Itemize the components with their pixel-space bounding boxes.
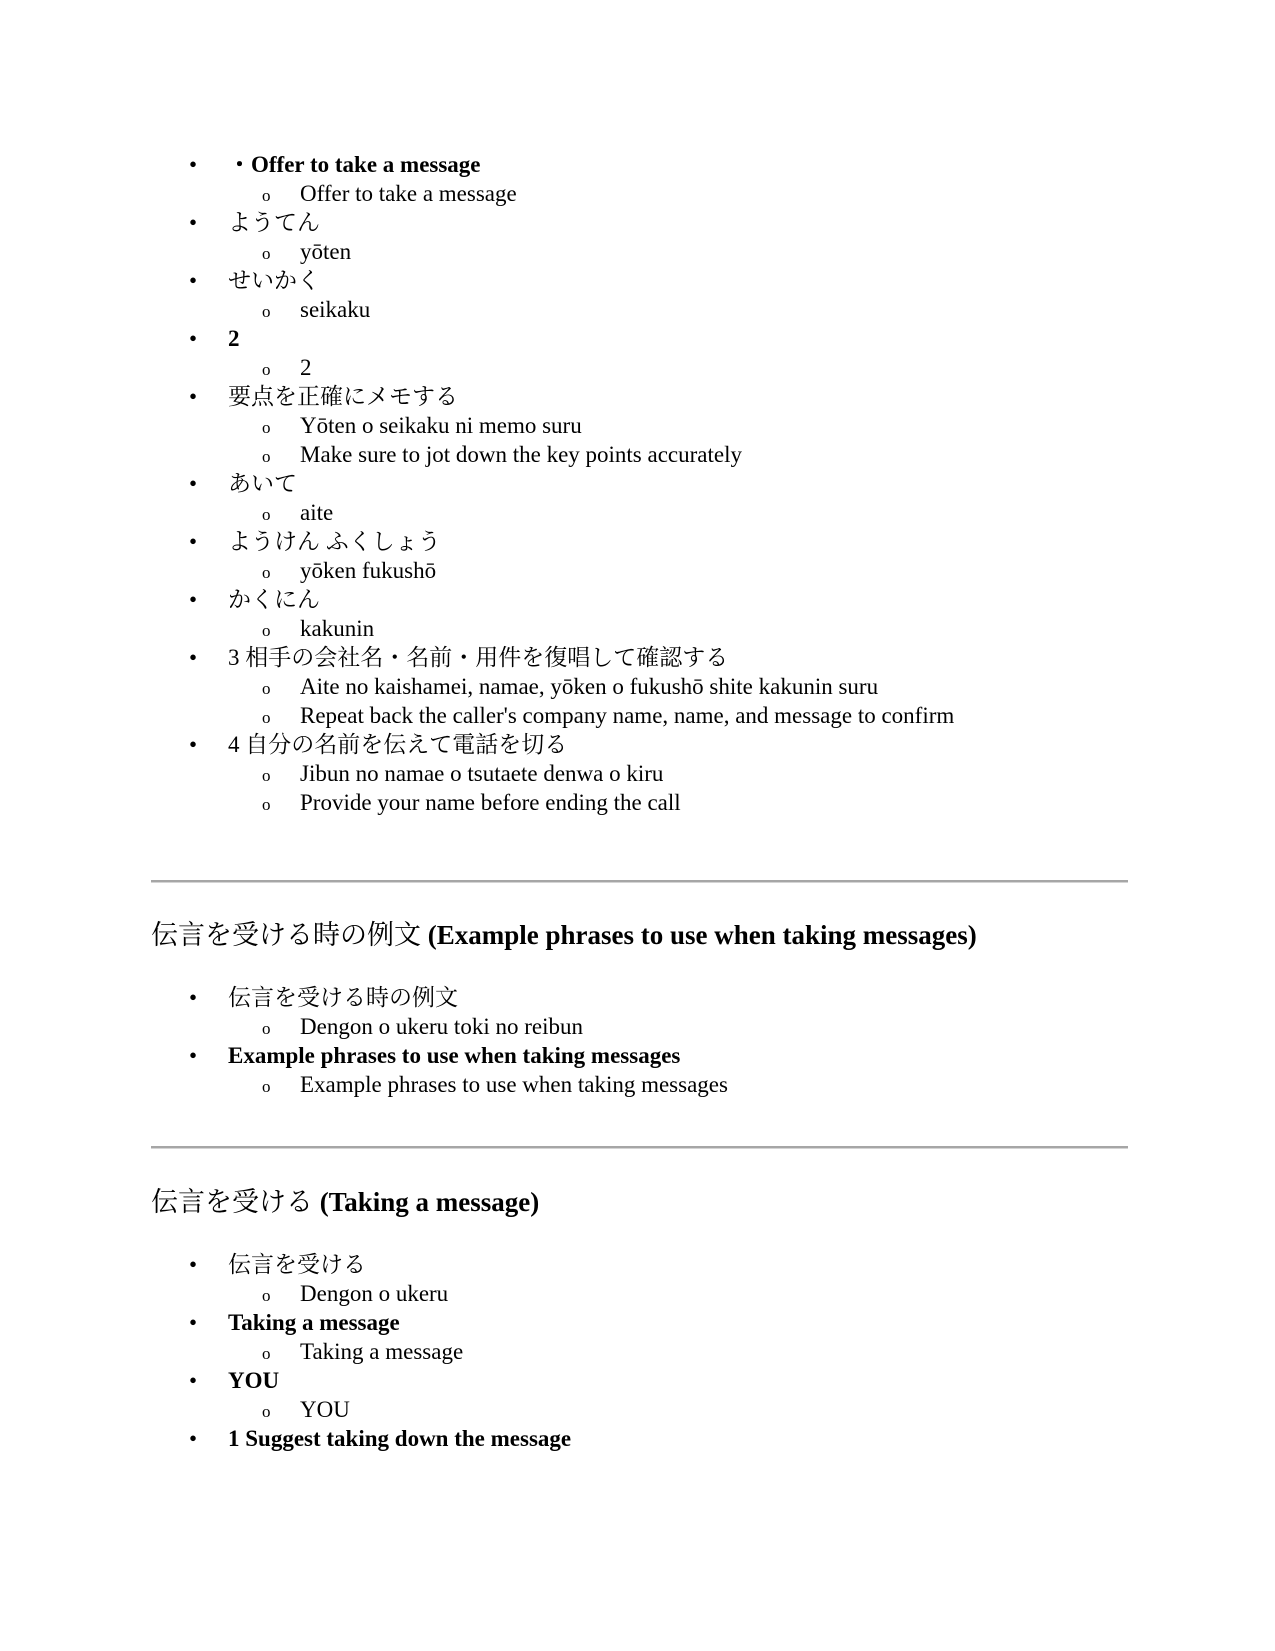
sub-list-item bbox=[0, 411, 1275, 440]
sub-list bbox=[228, 498, 1275, 527]
section-3-list bbox=[0, 1250, 1275, 1453]
sub-list-item-text: aite bbox=[300, 500, 334, 525]
sub-list-item bbox=[0, 1337, 1275, 1366]
horizontal-divider bbox=[151, 880, 1128, 883]
circle-bullet-icon: o bbox=[262, 447, 271, 466]
sub-list-item bbox=[0, 1070, 1275, 1099]
list-item-label: ようけん ふくしょう bbox=[228, 529, 441, 554]
bullet-icon: • bbox=[188, 152, 198, 177]
sub-list-item bbox=[0, 701, 1275, 730]
sub-list-item bbox=[0, 498, 1275, 527]
sub-list-item-text: Dengon o ukeru bbox=[300, 1281, 449, 1306]
bullet-icon: • bbox=[188, 384, 198, 409]
circle-bullet-icon: o bbox=[262, 244, 271, 263]
list-item bbox=[0, 643, 1275, 730]
sub-list bbox=[228, 295, 1275, 324]
bullet-icon: • bbox=[188, 210, 198, 235]
list-item bbox=[0, 324, 1275, 382]
sub-list-item-text: YOU bbox=[300, 1397, 350, 1422]
list-item-label: あいて bbox=[228, 471, 297, 496]
sub-list bbox=[228, 614, 1275, 643]
bullet-icon: • bbox=[188, 985, 198, 1010]
list-item-label: 2 bbox=[228, 326, 240, 351]
sub-list-item bbox=[0, 1279, 1275, 1308]
sub-list bbox=[228, 353, 1275, 382]
list-item bbox=[0, 527, 1275, 585]
bullet-list bbox=[0, 150, 1275, 817]
bullet-icon: • bbox=[188, 587, 198, 612]
sub-list bbox=[228, 1279, 1275, 1308]
list-item bbox=[0, 469, 1275, 527]
list-item bbox=[0, 1250, 1275, 1308]
sub-list-item bbox=[0, 556, 1275, 585]
sub-list bbox=[228, 556, 1275, 585]
sub-list-item bbox=[0, 759, 1275, 788]
list-item bbox=[0, 382, 1275, 469]
list-item-label: 伝言を受ける bbox=[228, 1252, 366, 1277]
sub-list-item-text: Aite no kaishamei, namae, yōken o fukushō shite kakunin suru bbox=[300, 674, 879, 699]
heading-japanese: 伝言を受ける時の例文 bbox=[151, 920, 421, 950]
list-item bbox=[0, 1366, 1275, 1424]
circle-bullet-icon: o bbox=[262, 505, 271, 524]
list-item-label: YOU bbox=[228, 1368, 280, 1393]
section-1-list bbox=[0, 150, 1275, 817]
bullet-icon: • bbox=[188, 326, 198, 351]
sub-list bbox=[228, 1070, 1275, 1099]
sub-list-item bbox=[0, 1395, 1275, 1424]
list-item bbox=[0, 1424, 1275, 1453]
heading-english: (Taking a message) bbox=[319, 1187, 540, 1217]
list-item-label: 1 Suggest taking down the message bbox=[228, 1426, 572, 1451]
heading-english: (Example phrases to use when taking messages) bbox=[427, 920, 977, 950]
bullet-icon: • bbox=[188, 471, 198, 496]
list-item-label: かくにん bbox=[228, 587, 320, 612]
section-heading-example-phrases bbox=[151, 918, 977, 952]
sub-list bbox=[228, 179, 1275, 208]
sub-list-item-text: 2 bbox=[300, 355, 312, 380]
list-item-label: 要点を正確にメモする bbox=[228, 384, 458, 409]
circle-bullet-icon: o bbox=[262, 766, 271, 785]
sub-list-item-text: yōten bbox=[300, 239, 352, 264]
list-item-label: Example phrases to use when taking messages bbox=[228, 1043, 681, 1068]
sub-list bbox=[228, 1337, 1275, 1366]
sub-list-item bbox=[0, 295, 1275, 324]
bullet-icon: • bbox=[188, 732, 198, 757]
bullet-icon: • bbox=[188, 1043, 198, 1068]
circle-bullet-icon: o bbox=[262, 1077, 271, 1096]
list-item bbox=[0, 585, 1275, 643]
bullet-list bbox=[0, 983, 1275, 1099]
sub-list bbox=[228, 672, 1275, 730]
list-item bbox=[0, 983, 1275, 1041]
bullet-icon: • bbox=[188, 1252, 198, 1277]
circle-bullet-icon: o bbox=[262, 302, 271, 321]
sub-list-item bbox=[0, 179, 1275, 208]
circle-bullet-icon: o bbox=[262, 679, 271, 698]
horizontal-divider bbox=[151, 1146, 1128, 1149]
sub-list bbox=[228, 759, 1275, 817]
list-item bbox=[0, 1308, 1275, 1366]
sub-list-item-text: Provide your name before ending the call bbox=[300, 790, 681, 815]
list-item-label: 4 自分の名前を伝えて電話を切る bbox=[228, 732, 568, 757]
circle-bullet-icon: o bbox=[262, 1344, 271, 1363]
sub-list bbox=[228, 411, 1275, 469]
sub-list-item-text: seikaku bbox=[300, 297, 371, 322]
section-2-list bbox=[0, 983, 1275, 1099]
list-item-label: 3 相手の会社名・名前・用件を復唱して確認する bbox=[228, 645, 729, 670]
list-item-label: Taking a message bbox=[228, 1310, 400, 1335]
sub-list-item bbox=[0, 672, 1275, 701]
sub-list-item-text: Yōten o seikaku ni memo suru bbox=[300, 413, 582, 438]
circle-bullet-icon: o bbox=[262, 1019, 271, 1038]
sub-list-item-text: Jibun no namae o tsutaete denwa o kiru bbox=[300, 761, 664, 786]
sub-list-item-text: Repeat back the caller's company name, name, and message to confirm bbox=[300, 703, 955, 728]
list-item bbox=[0, 1041, 1275, 1099]
list-item bbox=[0, 730, 1275, 817]
list-item bbox=[0, 208, 1275, 266]
circle-bullet-icon: o bbox=[262, 1402, 271, 1421]
circle-bullet-icon: o bbox=[262, 795, 271, 814]
section-heading-taking-a-message bbox=[151, 1185, 539, 1219]
sub-list-item bbox=[0, 237, 1275, 266]
bullet-icon: • bbox=[188, 1426, 198, 1451]
heading-japanese: 伝言を受ける bbox=[151, 1187, 313, 1217]
circle-bullet-icon: o bbox=[262, 360, 271, 379]
sub-list-item bbox=[0, 614, 1275, 643]
sub-list-item-text: Offer to take a message bbox=[300, 181, 517, 206]
sub-list-item bbox=[0, 788, 1275, 817]
circle-bullet-icon: o bbox=[262, 708, 271, 727]
list-item-label: ようてん bbox=[228, 210, 320, 235]
bullet-icon: • bbox=[188, 1310, 198, 1335]
sub-list-item-text: kakunin bbox=[300, 616, 375, 641]
sub-list-item-text: yōken fukushō bbox=[300, 558, 437, 583]
list-item-label: せいかく bbox=[228, 268, 320, 293]
circle-bullet-icon: o bbox=[262, 1286, 271, 1305]
list-item-label: 伝言を受ける時の例文 bbox=[228, 985, 458, 1010]
sub-list-item-text: Dengon o ukeru toki no reibun bbox=[300, 1014, 583, 1039]
list-item-label: ・Offer to take a message bbox=[228, 152, 481, 177]
bullet-icon: • bbox=[188, 645, 198, 670]
sub-list bbox=[228, 1012, 1275, 1041]
sub-list-item-text: Taking a message bbox=[300, 1339, 464, 1364]
bullet-icon: • bbox=[188, 529, 198, 554]
sub-list bbox=[228, 1395, 1275, 1424]
list-item bbox=[0, 150, 1275, 208]
sub-list-item bbox=[0, 353, 1275, 382]
sub-list-item-text: Example phrases to use when taking messages bbox=[300, 1072, 728, 1097]
list-item bbox=[0, 266, 1275, 324]
sub-list-item bbox=[0, 1012, 1275, 1041]
circle-bullet-icon: o bbox=[262, 621, 271, 640]
circle-bullet-icon: o bbox=[262, 186, 271, 205]
circle-bullet-icon: o bbox=[262, 563, 271, 582]
bullet-list bbox=[0, 1250, 1275, 1453]
sub-list bbox=[228, 237, 1275, 266]
circle-bullet-icon: o bbox=[262, 418, 271, 437]
bullet-icon: • bbox=[188, 268, 198, 293]
sub-list-item bbox=[0, 440, 1275, 469]
bullet-icon: • bbox=[188, 1368, 198, 1393]
sub-list-item-text: Make sure to jot down the key points accurately bbox=[300, 442, 742, 467]
